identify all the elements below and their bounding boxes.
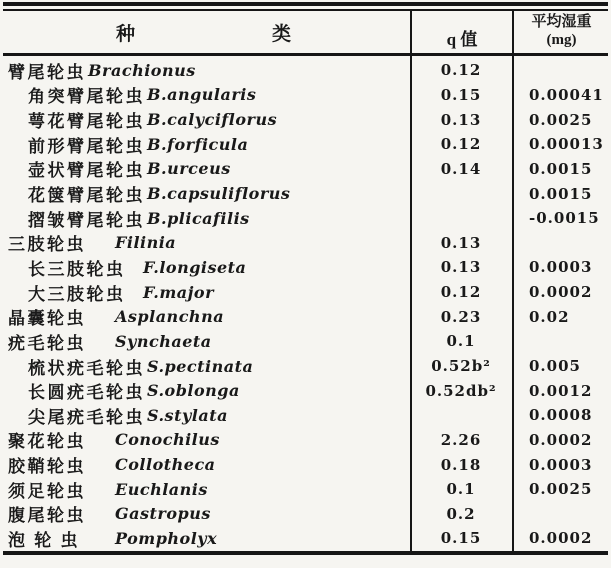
species-chinese-name: 长三肢轮虫 [28, 259, 126, 279]
species-latin-name: B.urceus [147, 159, 231, 179]
q-value-cell [410, 230, 512, 255]
species-latin-name: Conochilus [115, 430, 220, 450]
table-row [0, 428, 611, 453]
average-wet-weight-value: 0.0003 [529, 258, 593, 277]
species-latin-name: S.stylata [147, 405, 228, 425]
table-body [0, 58, 611, 551]
species-chinese-name: 臂尾轮虫 [8, 62, 86, 82]
average-wet-weight-cell [512, 255, 611, 280]
average-wet-weight-cell [512, 280, 611, 305]
table-top-rule [3, 2, 608, 6]
species-cell [0, 58, 410, 83]
table-row [0, 58, 611, 83]
species-latin-name: Gastropus [115, 504, 211, 524]
table-row [0, 378, 611, 403]
average-wet-weight-cell [512, 206, 611, 231]
species-cell [0, 526, 410, 551]
average-wet-weight-value: 0.02 [529, 307, 570, 326]
table-row [0, 502, 611, 527]
average-wet-weight-cell [512, 132, 611, 157]
species-chinese-name: 花箧臂尾轮虫 [28, 186, 145, 206]
species-cell [0, 83, 410, 108]
species-cell [0, 428, 410, 453]
table-top-inner-rule [3, 9, 608, 11]
header-q-value: q 值 [446, 30, 478, 49]
table-bottom-rule [3, 551, 608, 555]
species-chinese-name: 摺皱臂尾轮虫 [28, 210, 145, 230]
species-latin-name: Euchlanis [115, 479, 208, 499]
species-chinese-name: 壶状臂尾轮虫 [28, 161, 145, 181]
table-row [0, 157, 611, 182]
species-cell [0, 230, 410, 255]
average-wet-weight-cell [512, 329, 611, 354]
q-value: 0.13 [440, 233, 482, 252]
species-chinese-name: 须足轮虫 [8, 481, 86, 501]
average-wet-weight-cell [512, 477, 611, 502]
average-wet-weight-value: 0.0025 [529, 480, 593, 499]
species-chinese-name: 三肢轮虫 [8, 235, 86, 255]
species-latin-name: Asplanchna [115, 307, 225, 327]
species-chinese-name: 长圆疣毛轮虫 [28, 383, 145, 403]
header-species-char-2: 类 [272, 24, 292, 45]
table-row [0, 206, 611, 231]
table-row [0, 230, 611, 255]
species-chinese-name: 胶鞘轮虫 [8, 457, 86, 477]
q-value-cell [410, 403, 512, 428]
species-cell [0, 329, 410, 354]
header-average-wet-weight-line1: 平均湿重 [531, 14, 592, 30]
species-cell [0, 132, 410, 157]
table-row [0, 304, 611, 329]
species-cell [0, 354, 410, 379]
q-value-cell [410, 378, 512, 403]
q-value-cell [410, 107, 512, 132]
species-latin-name: Synchaeta [115, 331, 212, 351]
q-value: 0.1 [446, 480, 476, 499]
q-value: 0.12 [440, 135, 482, 154]
table-row [0, 132, 611, 157]
species-chinese-name: 萼花臂尾轮虫 [28, 112, 145, 132]
header-average-wet-weight-unit: (mg) [546, 32, 577, 48]
q-value: 0.52db² [425, 381, 497, 400]
average-wet-weight-cell [512, 502, 611, 527]
q-value: 0.23 [440, 307, 482, 326]
q-value: 0.12 [440, 283, 482, 302]
species-latin-name: Pompholyx [115, 528, 218, 548]
species-cell [0, 206, 410, 231]
q-value: 0.2 [446, 504, 476, 523]
q-value-cell [410, 83, 512, 108]
q-value-cell [410, 132, 512, 157]
table-row [0, 526, 611, 551]
header-separator-rule [3, 53, 608, 56]
q-value-cell [410, 255, 512, 280]
q-value-cell [410, 206, 512, 231]
species-latin-name: B.plicafilis [147, 208, 250, 228]
species-chinese-name: 疣毛轮虫 [8, 333, 86, 353]
species-chinese-name: 尖尾疣毛轮虫 [28, 407, 145, 427]
species-latin-name: B.calyciflorus [147, 110, 278, 130]
species-cell [0, 181, 410, 206]
average-wet-weight-cell [512, 181, 611, 206]
table-row [0, 280, 611, 305]
species-chinese-name: 晶囊轮虫 [8, 309, 86, 329]
q-value-cell [410, 329, 512, 354]
species-latin-name: B.angularis [147, 85, 257, 105]
average-wet-weight-value: 0.0015 [529, 159, 593, 178]
average-wet-weight-value: 0.0008 [529, 406, 593, 425]
q-value: 0.13 [440, 258, 482, 277]
species-latin-name: Brachionus [88, 60, 196, 80]
species-latin-name: Filinia [115, 233, 177, 253]
species-cell [0, 502, 410, 527]
average-wet-weight-value: 0.0025 [529, 110, 593, 129]
average-wet-weight-value: 0.0012 [529, 381, 593, 400]
q-value-cell [410, 354, 512, 379]
species-cell [0, 403, 410, 428]
species-chinese-name: 角突臂尾轮虫 [28, 87, 145, 107]
q-value-cell [410, 157, 512, 182]
q-value-cell [410, 526, 512, 551]
species-chinese-name: 泡 轮 虫 [8, 531, 80, 550]
q-value: 0.15 [440, 529, 482, 548]
q-value-cell [410, 304, 512, 329]
table-row [0, 83, 611, 108]
average-wet-weight-cell [512, 403, 611, 428]
q-value: 0.13 [440, 110, 482, 129]
q-value: 0.12 [440, 61, 482, 80]
header-species-char-1: 种 [116, 24, 136, 45]
species-chinese-name: 大三肢轮虫 [28, 284, 126, 304]
table-row [0, 354, 611, 379]
table-row [0, 329, 611, 354]
species-chinese-name: 腹尾轮虫 [8, 506, 86, 526]
table-row [0, 452, 611, 477]
q-value: 0.15 [440, 85, 482, 104]
table-row [0, 403, 611, 428]
species-cell [0, 107, 410, 132]
species-chinese-name: 聚花轮虫 [8, 432, 86, 452]
average-wet-weight-value: 0.0015 [529, 184, 593, 203]
species-cell [0, 378, 410, 403]
species-cell [0, 477, 410, 502]
q-value: 0.1 [446, 332, 476, 351]
average-wet-weight-cell [512, 83, 611, 108]
average-wet-weight-value: 0.0003 [529, 455, 593, 474]
average-wet-weight-value: 0.005 [529, 357, 581, 375]
species-chinese-name: 梳状疣毛轮虫 [28, 358, 145, 378]
q-value-cell [410, 428, 512, 453]
species-cell [0, 304, 410, 329]
header-average-wet-weight [514, 13, 609, 49]
average-wet-weight-value: 0.00013 [529, 135, 604, 154]
average-wet-weight-cell [512, 230, 611, 255]
average-wet-weight-cell [512, 304, 611, 329]
species-latin-name: Collotheca [115, 455, 216, 475]
q-value: 0.18 [440, 455, 482, 474]
average-wet-weight-cell [512, 428, 611, 453]
q-value: 2.26 [440, 430, 482, 449]
table-row [0, 477, 611, 502]
average-wet-weight-cell [512, 58, 611, 83]
species-cell [0, 255, 410, 280]
species-chinese-name: 前形臂尾轮虫 [28, 136, 145, 156]
q-value: 0.52b² [431, 357, 491, 375]
average-wet-weight-cell [512, 354, 611, 379]
table-row [0, 255, 611, 280]
species-latin-name: B.forficula [147, 134, 249, 154]
table-row [0, 107, 611, 132]
average-wet-weight-cell [512, 526, 611, 551]
average-wet-weight-value: 0.0002 [529, 529, 593, 548]
species-latin-name: F.longiseta [143, 257, 247, 277]
table-row [0, 181, 611, 206]
q-value-cell [410, 477, 512, 502]
species-cell [0, 157, 410, 182]
average-wet-weight-cell [512, 107, 611, 132]
average-wet-weight-value: 0.0002 [529, 283, 593, 302]
average-wet-weight-value: 0.0002 [529, 430, 593, 449]
q-value-cell [410, 181, 512, 206]
species-cell [0, 452, 410, 477]
average-wet-weight-value: -0.0015 [529, 209, 600, 228]
q-value-cell [410, 502, 512, 527]
average-wet-weight-value: 0.00041 [529, 85, 604, 104]
average-wet-weight-cell [512, 378, 611, 403]
q-value-cell [410, 452, 512, 477]
species-cell [0, 280, 410, 305]
species-latin-name: S.oblonga [147, 381, 240, 401]
species-latin-name: S.pectinata [147, 356, 254, 376]
average-wet-weight-cell [512, 452, 611, 477]
q-value-cell [410, 280, 512, 305]
species-latin-name: F.major [143, 282, 215, 302]
q-value: 0.14 [440, 159, 482, 178]
species-latin-name: B.capsuliflorus [147, 184, 291, 204]
average-wet-weight-cell [512, 157, 611, 182]
q-value-cell [410, 58, 512, 83]
